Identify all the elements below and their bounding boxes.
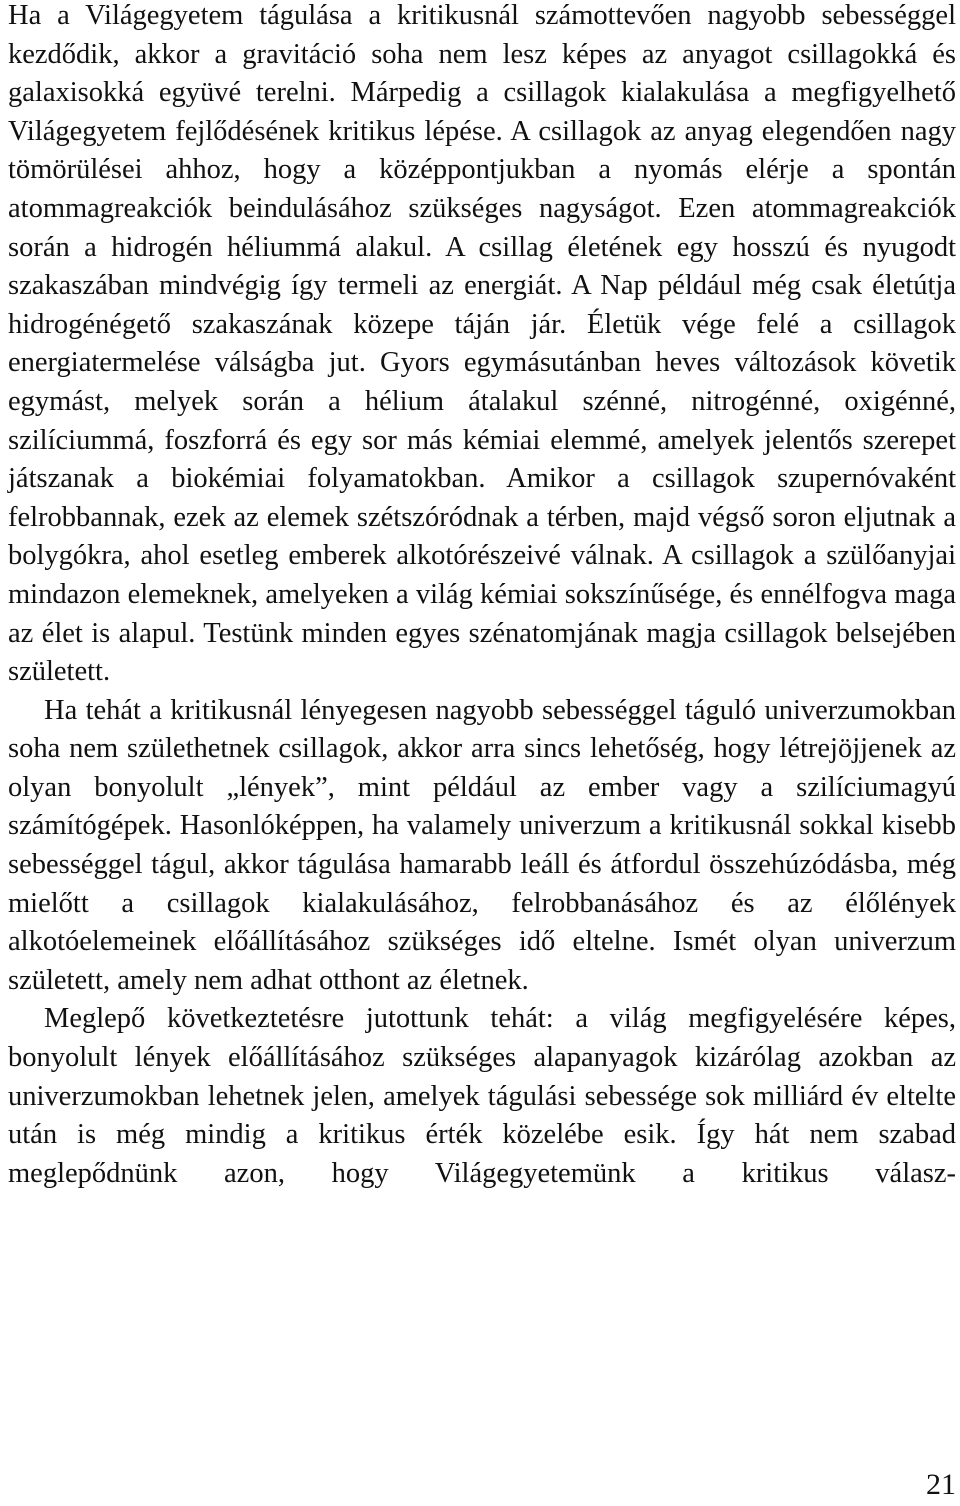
body-text: [8, 0, 956, 1193]
paragraph-1: Ha a Világegyetem tágulása a kritikusnál számottevően nagyobb sebességgel kezdődik, akkor a gravitáció soha nem lesz képes az anyagot csillagokká és galaxisokká együvé terelni. Márpedig a csillagok kialakulása a megfigyelhető Világegyetem fejlődésének kritikus lépése. A csillagok az anyag elegendően nagy tömörülései ahhoz, hogy a középpontjukban a nyomás elérje a spontán atommagreakciók beindulásához szükséges nagyságot. Ezen atommagreakciók során a hidrogén héliummá alakul. A csillag életének egy hosszú és nyugodt szakaszában mindvégig így termeli az energiát. A Nap például még csak életútja hidrogénégető szakaszának közepe táján jár. Életük vége felé a csillagok energiatermelése válságba jut. Gyors egymásutánban heves változások követik egymást, melyek során a hélium átalakul szénné, nitrogénné, oxigénné, szilíciummá, foszforrá és egy sor más kémiai elemmé, amelyek jelentős szerepet játszanak a biokémiai folyamatokban. Amikor a csillagok szupernóvaként felrobbannak, ezek az elemek szétszóródnak a térben, majd végső soron eljutnak a bolygókra, ahol esetleg emberek alkotórészeivé válnak. A csillagok a szülőanyjai mindazon elemeknek, amelyeken a világ kémiai sokszínűsége, és ennélfogva maga az élet is alapul. Testünk minden egyes szénatomjának magja csillagok belsejében született.: [8, 0, 956, 688]
paragraph-3: Meglepő következtetésre jutottunk tehát: a világ megfigyelésére képes, bonyolult lények előállításához szükséges alapanyagok kizárólag azokban az univerzumokban lehetnek jelen, amelyek tágulási sebessége sok milliárd év eltelte után is még mindig a kritikus érték közelébe esik. Így hát nem szabad meglepődnünk azon, hogy Világegyetemünk a kritikus válasz-: [8, 1003, 956, 1189]
paragraph-2: Ha tehát a kritikusnál lényegesen nagyobb sebességgel táguló univerzumokban soha nem születhetnek csillagok, akkor arra sincs lehetőség, hogy létrejöjjenek az olyan bonyolult „lények”, mint például az ember vagy a szilíciumagyú számítógépek. Hasonlóképpen, ha valamely univerzum a kritikusnál sokkal kisebb sebességgel tágul, akkor tágulása hamarabb leáll és átfordul összehúzódásba, még mielőtt a csillagok kialakulásához, felrobbanásához és az élőlények alkotóelemeinek előállításához szükséges idő eltelne. Ismét olyan univerzum született, amely nem adhat otthont az életnek.: [8, 694, 956, 996]
page-number: 21: [926, 1468, 956, 1501]
